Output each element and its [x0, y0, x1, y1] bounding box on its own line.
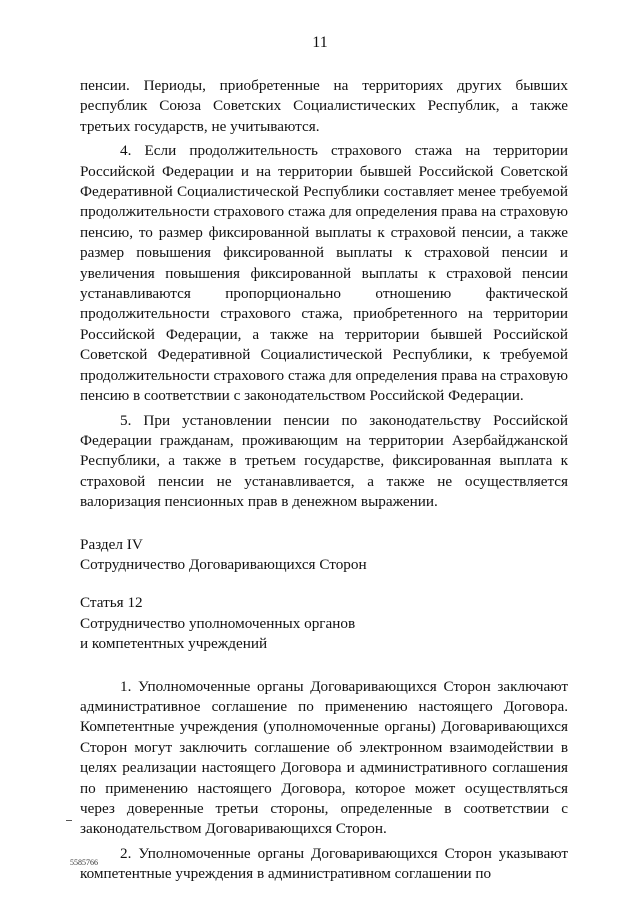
- section-number: Раздел IV: [80, 535, 143, 553]
- paragraph-continuation: пенсии. Периоды, приобретенные на территориях других бывших республик Союза Советских Социалистических Республик, а также третьих государств, не учитываются.: [80, 77, 568, 135]
- paragraph-article-item-2: 2. Уполномоченные органы Договаривающихся Сторон указывают компетентные учреждения в административном соглашении по: [80, 844, 568, 883]
- paragraph-item-4: 4. Если продолжительность страхового стажа на территории Российской Федерации и на территории бывшей Российской Советской Федеративной Социалистической Республики составляет менее требуемой продолжительности страхового стажа для определения права на страховую пенсию, то размер фиксированной выплаты к страховой пенсии, а также размер повышения фиксированной выплаты к страховой пенсии и увеличения повышения фиксированной выплаты к страховой пенсии устанавливаются пропорционально отношению фактической продолжительности страхового стажа, приобретенного на территории Российской Федерации, а также на территории бывшей Российской Советской Федеративной Социалистической Республики, к требуемой продолжительности страхового стажа для определения права на страховую пенсию в соответствии с законодательством Российской Федерации.: [80, 142, 568, 405]
- article-heading-block: [80, 593, 568, 654]
- page-number: 11: [312, 34, 328, 51]
- paragraph-item-5: 5. При установлении пенсии по законодательству Российской Федерации гражданам, проживающим на территории Азербайджанской Республики, а также в третьем государстве, фиксированная выплата к страховой пенсии не устанавливается, а также не осуществляется валоризация пенсионных прав в денежном выражении.: [80, 411, 568, 511]
- article-title-line-2: и компетентных учреждений: [80, 635, 268, 653]
- section-title: Сотрудничество Договаривающихся Сторон: [80, 555, 367, 573]
- document-code: 5585766: [70, 858, 98, 867]
- document-body: [80, 76, 568, 885]
- article-title-line-1: Сотрудничество уполномоченных органов: [80, 614, 356, 632]
- margin-mark: [66, 820, 72, 821]
- article-number: Статья 12: [80, 594, 143, 612]
- section-heading-block: [80, 535, 568, 576]
- paragraph-article-item-1: 1. Уполномоченные органы Договаривающихся Сторон заключают административное соглашение по применению настоящего Договора. Компетентные учреждения (уполномоченные органы) Договаривающихся Сторон могут заключить соглашение об электронном взаимодействии в целях реализации настоящего Договора и административного соглашения по применению настоящего Договора, которое может осуществляться через доверенные третьи стороны, определенные в соответствии с законодательством Договаривающихся Сторон.: [80, 677, 568, 838]
